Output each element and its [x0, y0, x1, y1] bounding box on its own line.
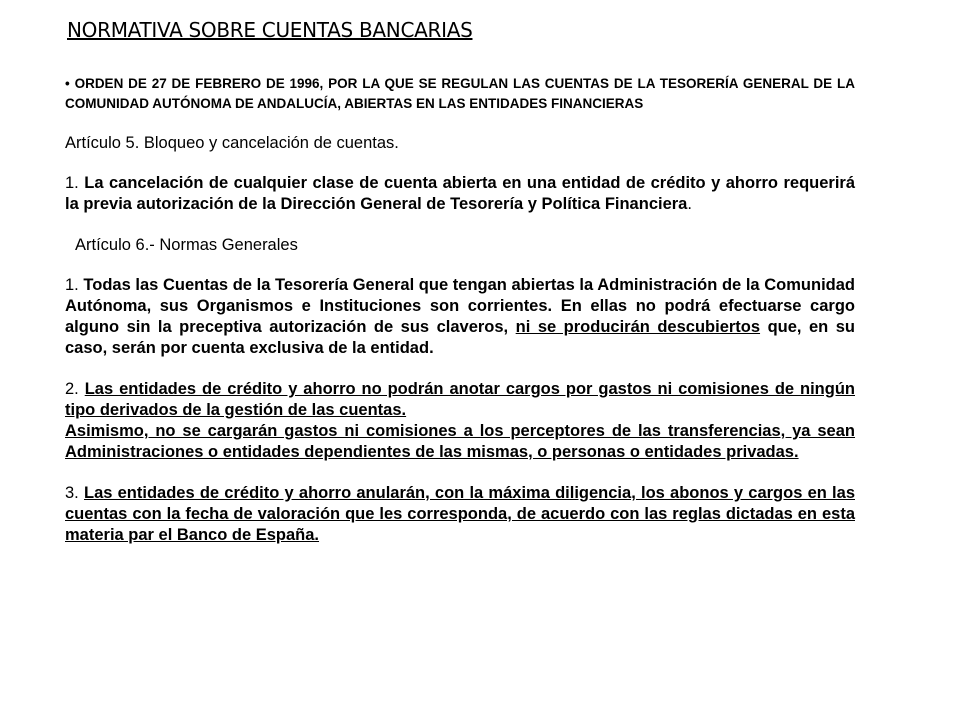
page-title: NORMATIVA SOBRE CUENTAS BANCARIAS [67, 18, 473, 42]
article-6-p1-tail: que, en su caso, serán por cuenta exclusiva de la entidad. [65, 318, 855, 357]
article-6-p2-underline: Las entidades de crédito y ahorro no podrán anotar cargos por gastos ni comisiones de ningún tipo derivados de la gestión de las cuentas. [65, 380, 855, 419]
article-5-p1-bold: La cancelación de cualquier clase de cuenta abierta en una entidad de crédito y ahorro requerirá la previa autorización de la Dirección General de Tesorería y Política Financiera [65, 174, 856, 213]
article-6-paragraph-3 [65, 483, 855, 546]
article-5-heading: Artículo 5. Bloqueo y cancelación de cuentas. [65, 134, 399, 152]
article-6-heading: Artículo 6.- Normas Generales [75, 236, 298, 254]
paragraph-number: 3. [65, 484, 79, 502]
article-6-p3-underline: Las entidades de crédito y ahorro anularán, con la máxima diligencia, los abonos y cargos en las cuentas con la fecha de valoración que les corresponda, de acuerdo con las reglas dictadas en esta materia par el Banco de España. [65, 484, 855, 544]
orden-text: ORDEN DE 27 DE FEBRERO DE 1996, POR LA QUE SE REGULAN LAS CUENTAS DE LA TESORERÍA GENERAL DE LA COMUNIDAD AUTÓNOMA DE ANDALUCÍA, ABIERTAS EN LAS ENTIDADES FINANCIERAS [65, 76, 855, 111]
article-6-paragraph-1 [65, 275, 855, 359]
article-5-paragraph-1 [65, 173, 855, 215]
paragraph-number: 1. [65, 276, 79, 294]
paragraph-number: 1. [65, 174, 79, 192]
article-6-paragraph-2 [65, 379, 855, 421]
paragraph-number: 2. [65, 380, 79, 398]
document-body [65, 74, 855, 566]
article-6-p1-underline: ni se producirán descubiertos [515, 318, 761, 336]
article-6-p1-bold: Todas las Cuentas de la Tesorería General que tengan abiertas la Administración de la Comunidad Autónoma, sus Organismos e Instituciones son corrientes. En ellas no podrá efectuarse cargo alguno sin la preceptiva autorización de sus claveros, [65, 276, 855, 336]
orden-paragraph [65, 74, 855, 114]
article-5-p1-end: . [687, 195, 692, 213]
bullet: • [65, 76, 70, 91]
article-6-p2b-underline: Asimismo, no se cargarán gastos ni comisiones a los perceptores de las transferencias, ya sean Administraciones o entidades dependientes de las mismas, o personas o entidades privadas. [65, 422, 855, 461]
article-6-paragraph-2b [65, 421, 855, 463]
